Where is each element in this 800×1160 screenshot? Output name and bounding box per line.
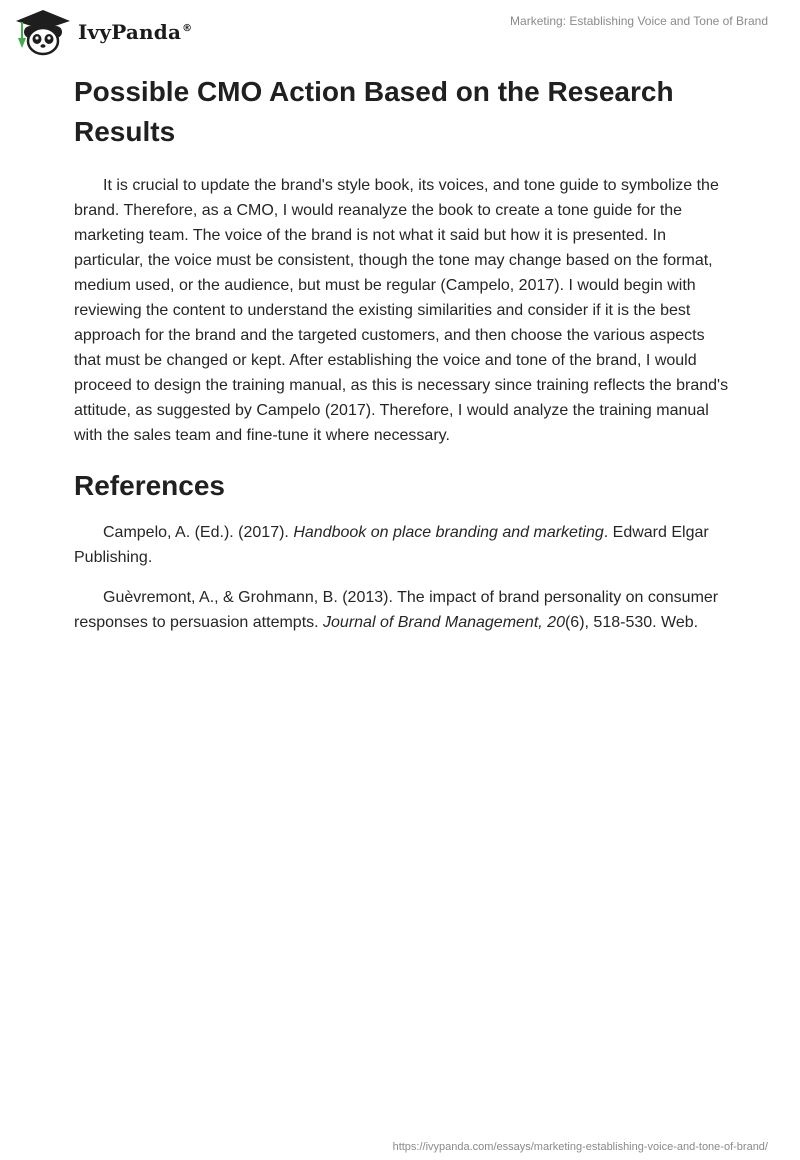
section-heading-cmo-action: Possible CMO Action Based on the Research Results: [74, 76, 674, 147]
ivypanda-logo[interactable]: [14, 8, 192, 56]
page-header: [0, 0, 800, 64]
essay-content: [74, 72, 734, 650]
logo-wordmark: IvyPanda®: [78, 20, 193, 44]
body-paragraph: It is crucial to update the brand's style book, its voices, and tone guide to symbolize the brand. Therefore, as a CMO, I would reanalyze the book to create a tone guide for the marketing team. The voice of the brand is not what it said but how it is presented. In particular, the voice must be consistent, though the tone may change based on the format, medium used, or the audience, but must be regular (Campelo, 2017). I would begin with reviewing the content to understand the existing similarities and consider if it is the best approach for the brand and the targeted customers, and then choose the various aspects that must be changed or kept. After establishing the voice and tone of the brand, I would proceed to design the training manual, as this is necessary since training reflects the brand's attitude, as suggested by Campelo (2017). Therefore, I would analyze the training manual with the sales team and fine-tune it where necessary.: [74, 177, 729, 444]
reference-item-campelo: Campelo, A. (Ed.). (2017). Handbook on place branding and marketing. Edward Elgar Publishing.: [74, 524, 709, 566]
reference-item-guevremont: Guèvremont, A., & Grohmann, B. (2013). The impact of brand personality on consumer responses to persuasion attempts. Journal of Brand Management, 20(6), 518-530. Web.: [74, 589, 719, 631]
references-heading: References: [74, 470, 225, 501]
document-title: Marketing: Establishing Voice and Tone of Brand: [510, 14, 768, 28]
panda-graduate-icon: [14, 8, 72, 56]
footer-url[interactable]: https://ivypanda.com/essays/marketing-establishing-voice-and-tone-of-brand/: [392, 1141, 768, 1153]
